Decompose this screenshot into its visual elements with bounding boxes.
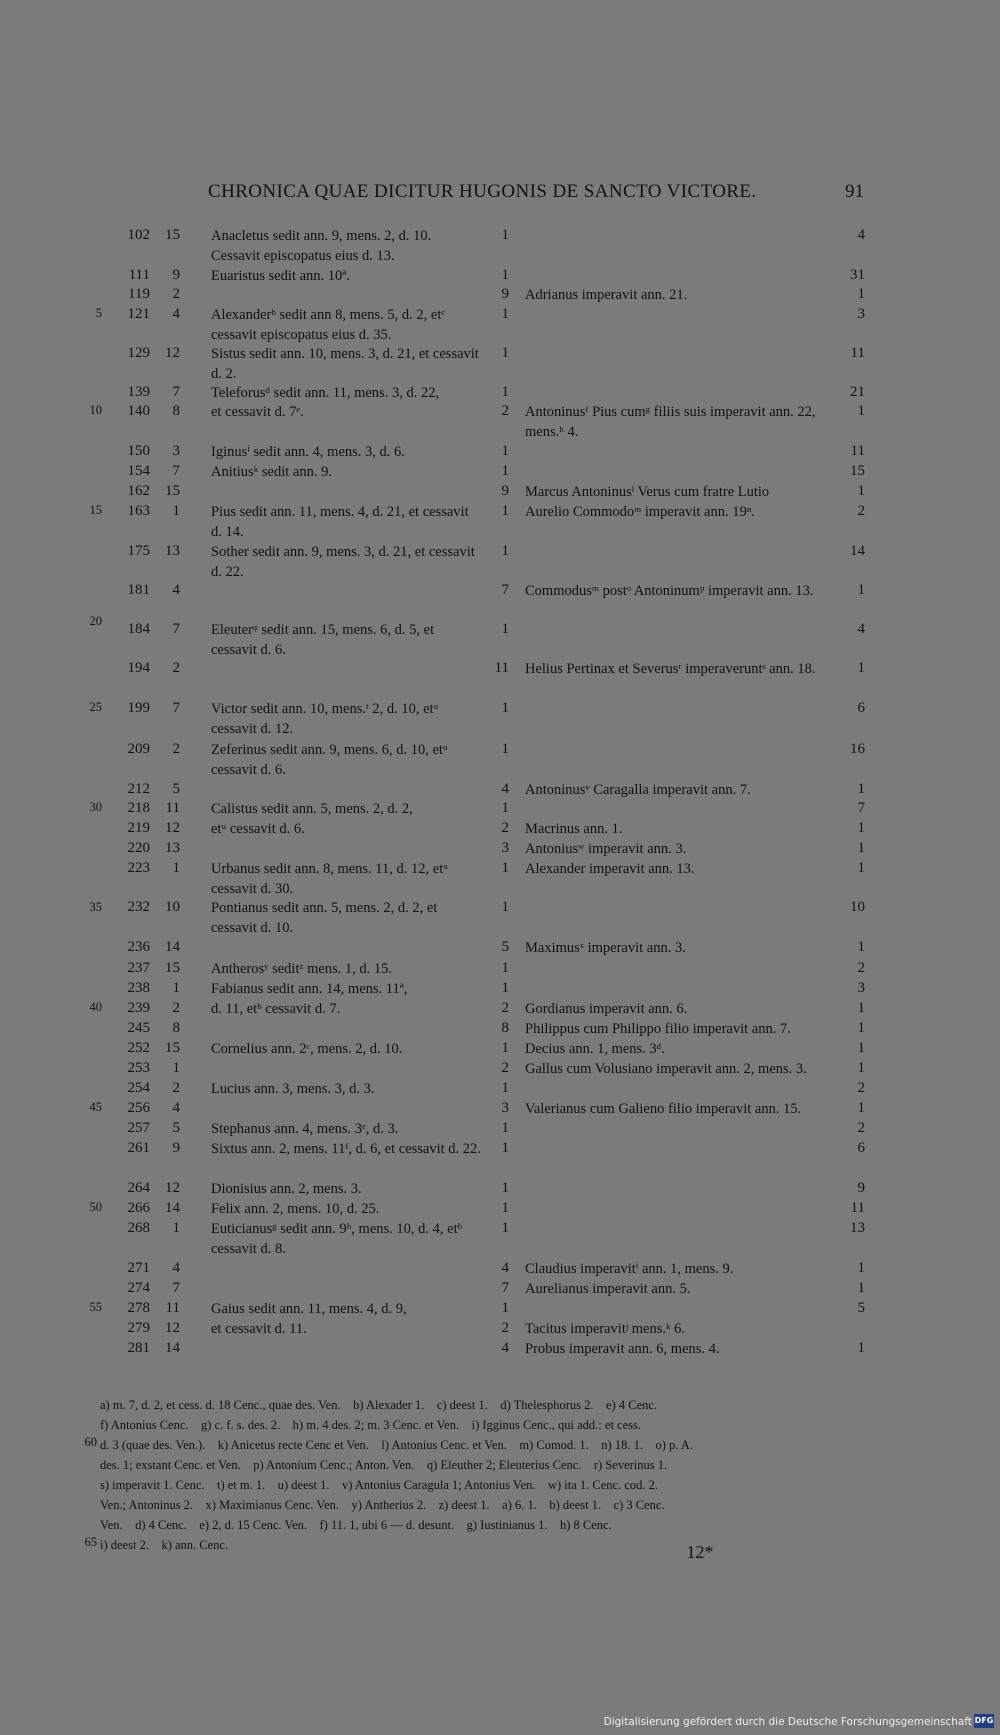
row-pope-text: Pius sedit ann. 11, mens. 4, d. 21, et cessavit d. 14.: [211, 504, 469, 540]
row-emperor-text: Decius ann. 1, mens. 3ᵈ.: [525, 1041, 665, 1057]
row-emperor-count: 10: [850, 899, 865, 915]
row-emperor-count: 11: [850, 345, 865, 361]
row-year: 163: [127, 503, 150, 519]
row-year: 199: [127, 700, 150, 716]
row-year: 256: [127, 1100, 150, 1116]
row-pope-count: 7: [501, 582, 509, 598]
row-emperor-text: Gallus cum Volusiano imperavit ann. 2, mens. 3.: [525, 1061, 807, 1077]
row-emperor-count: 1: [857, 860, 865, 876]
row-indiction: 7: [172, 700, 180, 716]
row-indiction: 15: [165, 483, 180, 499]
row-pope-count: 1: [501, 800, 509, 816]
footnote-line: Ven. d) 4 Cenc. e) 2, d. 15 Cenc. Ven. f) 11. 1, ubi 6 — d. desunt. g) Iustinianus 1. h) 8 Cenc.: [100, 1518, 612, 1532]
line-number: 25: [89, 700, 102, 714]
row-pope-count: 1: [501, 1140, 509, 1156]
row-indiction: 1: [172, 503, 180, 519]
row-pope-text: Pontianus sedit ann. 5, mens. 2, d. 2, et cessavit d. 10.: [211, 900, 438, 936]
row-pope-text: Sixtus ann. 2, mens. 11ᶠ, d. 6, et cessavit d. 22.: [211, 1141, 481, 1157]
line-number: 35: [89, 900, 102, 914]
row-indiction: 15: [165, 1040, 180, 1056]
line-number: 15: [89, 503, 102, 517]
row-pope-text: Anitiusᵏ sedit ann. 9.: [211, 464, 332, 480]
row-indiction: 2: [172, 660, 180, 676]
row-year: 223: [127, 860, 150, 876]
row-emperor-text: Alexander imperavit ann. 13.: [525, 861, 695, 877]
row-pope-count: 5: [501, 939, 509, 955]
row-emperor-count: 11: [850, 1200, 865, 1216]
row-pope-text: Alexanderᵇ sedit ann 8, mens. 5, d. 2, etᶜ cessavit episcopatus eius d. 35.: [211, 307, 446, 343]
row-indiction: 1: [172, 860, 180, 876]
row-year: 236: [127, 939, 150, 955]
row-pope-text: etᵘ cessavit d. 6.: [211, 821, 305, 837]
row-indiction: 11: [165, 800, 180, 816]
row-year: 162: [127, 483, 150, 499]
row-indiction: 12: [165, 1180, 180, 1196]
row-pope-text: et cessavit d. 11.: [211, 1321, 307, 1337]
row-year: 140: [127, 403, 150, 419]
row-emperor-count: 14: [850, 543, 865, 559]
row-emperor-count: 13: [850, 1220, 865, 1236]
row-pope-count: 1: [501, 860, 509, 876]
row-emperor-text: Helius Pertinax et Severusʳ imperaveruntˢ ann. 18.: [525, 661, 816, 677]
row-indiction: 9: [172, 1140, 180, 1156]
footnote-line: f) Antonius Cenc. g) c. f. s. des. 2. h) m. 4 des. 2; m. 3 Cenc. et Ven. i) Igginus Cenc., qui add.: et cess.: [100, 1418, 642, 1432]
row-emperor-count: 1: [857, 1040, 865, 1056]
row-indiction: 4: [172, 306, 180, 322]
row-year: 239: [127, 1000, 150, 1016]
row-pope-text: Eleuterᵠ sedit ann. 15, mens. 6, d. 5, et cessavit d. 6.: [211, 622, 435, 658]
row-pope-text: Zeferinus sedit ann. 9, mens. 6, d. 10, etᵘ cessavit d. 6.: [211, 742, 448, 778]
row-pope-count: 1: [501, 1220, 509, 1236]
row-pope-text: Gaius sedit ann. 11, mens. 4, d. 9,: [211, 1301, 407, 1317]
row-indiction: 14: [165, 1200, 180, 1216]
row-year: 271: [127, 1260, 150, 1276]
row-pope-text: Dionisius ann. 2, mens. 3.: [211, 1181, 362, 1197]
row-pope-count: 3: [501, 840, 509, 856]
row-pope-count: 9: [501, 286, 509, 302]
row-pope-count: 1: [501, 503, 509, 519]
row-pope-text: Calistus sedit ann. 5, mens. 2, d. 2,: [211, 801, 413, 817]
row-emperor-count: 2: [857, 960, 865, 976]
row-indiction: 2: [172, 286, 180, 302]
row-pope-count: 1: [501, 741, 509, 757]
row-year: 218: [127, 800, 150, 816]
row-year: 237: [127, 960, 150, 976]
row-year: 274: [127, 1280, 150, 1296]
row-indiction: 12: [165, 820, 180, 836]
row-pope-count: 4: [501, 1340, 509, 1356]
row-emperor-count: 15: [850, 463, 865, 479]
row-indiction: 1: [172, 1060, 180, 1076]
row-emperor-count: 1: [857, 1100, 865, 1116]
row-emperor-text: Antoninusᶠ Pius cumᵍ filiis suis imperavit ann. 22, mens.ʰ 4.: [525, 404, 816, 440]
row-emperor-count: 1: [857, 939, 865, 955]
row-emperor-count: 1: [857, 286, 865, 302]
row-pope-count: 8: [501, 1020, 509, 1036]
row-pope-text: Cornelius ann. 2ᶜ, mens. 2, d. 10.: [211, 1041, 403, 1057]
row-year: 184: [127, 621, 150, 637]
row-pope-count: 1: [501, 384, 509, 400]
row-year: 139: [127, 384, 150, 400]
row-year: 175: [127, 543, 150, 559]
row-pope-text: Euaristus sedit ann. 10ª.: [211, 268, 350, 284]
row-emperor-text: Macrinus ann. 1.: [525, 821, 623, 837]
row-emperor-count: 11: [850, 443, 865, 459]
row-pope-text: Stephanus ann. 4, mens. 3ᵉ, d. 3.: [211, 1121, 399, 1137]
row-indiction: 8: [172, 1020, 180, 1036]
row-indiction: 14: [165, 939, 180, 955]
row-emperor-text: Claudius imperavitⁱ ann. 1, mens. 9.: [525, 1261, 734, 1277]
row-pope-count: 11: [494, 660, 509, 676]
line-number: 20: [89, 614, 102, 628]
row-pope-count: 1: [501, 621, 509, 637]
row-year: 219: [127, 820, 150, 836]
row-pope-text: Teleforusᵈ sedit ann. 11, mens. 3, d. 22,: [211, 385, 440, 401]
row-pope-count: 1: [501, 700, 509, 716]
row-indiction: 15: [165, 227, 180, 243]
row-indiction: 13: [165, 840, 180, 856]
row-pope-count: 4: [501, 781, 509, 797]
row-year: 119: [128, 286, 150, 302]
row-pope-count: 1: [501, 443, 509, 459]
row-emperor-count: 16: [850, 741, 865, 757]
row-indiction: 2: [172, 1080, 180, 1096]
row-year: 209: [127, 741, 150, 757]
row-indiction: 3: [172, 443, 180, 459]
row-pope-text: Victor sedit ann. 10, mens.ᵗ 2, d. 10, etᵘ cessavit d. 12.: [211, 701, 439, 737]
row-pope-count: 2: [501, 820, 509, 836]
row-emperor-count: 1: [857, 820, 865, 836]
footnote-line: s) imperavit 1. Cenc. t) et m. 1. u) deest 1. v) Antonius Caragula 1; Antonius Ven. w) ita 1. Cenc. cod. 2.: [100, 1478, 659, 1492]
row-year: 266: [127, 1200, 150, 1216]
row-emperor-count: 1: [857, 483, 865, 499]
row-pope-text: Lucius ann. 3, mens. 3, d. 3.: [211, 1081, 375, 1097]
row-pope-count: 2: [501, 1320, 509, 1336]
row-indiction: 11: [165, 1300, 180, 1316]
row-indiction: 10: [165, 899, 180, 915]
row-emperor-text: Adrianus imperavit ann. 21.: [525, 287, 688, 303]
row-year: 212: [127, 781, 150, 797]
row-emperor-count: 4: [857, 621, 865, 637]
footnote-line: des. 1; exstant Cenc. et Ven. p) Antonium Cenc.; Anton. Ven. q) Eleuther 2; Eleuterius Cenc. r) Severinus 1.: [100, 1458, 668, 1472]
row-year: 150: [127, 443, 150, 459]
row-emperor-count: 3: [857, 306, 865, 322]
row-emperor-text: Maximusˣ imperavit ann. 3.: [525, 940, 686, 956]
row-year: 232: [127, 899, 150, 915]
row-emperor-count: 1: [857, 1020, 865, 1036]
row-indiction: 13: [165, 543, 180, 559]
row-emperor-count: 4: [857, 227, 865, 243]
row-emperor-count: 1: [857, 1280, 865, 1296]
line-number: 45: [89, 1100, 102, 1114]
footnote-line: d. 3 (quae des. Ven.). k) Anicetus recte Cenc et Ven. l) Antonius Cenc. et Ven. m) Comod. 1. n) 18. 1. o) p. A.: [100, 1438, 693, 1452]
row-indiction: 1: [172, 980, 180, 996]
row-pope-count: 1: [501, 543, 509, 559]
row-indiction: 7: [172, 384, 180, 400]
row-pope-count: 1: [501, 1180, 509, 1196]
row-indiction: 5: [172, 1120, 180, 1136]
row-indiction: 9: [172, 267, 180, 283]
row-pope-text: Fabianus sedit ann. 14, mens. 11ª,: [211, 981, 408, 997]
row-emperor-text: Aurelianus imperavit ann. 5.: [525, 1281, 691, 1297]
row-emperor-text: Antoniusʷ imperavit ann. 3.: [525, 841, 687, 857]
row-pope-text: Anacletus sedit ann. 9, mens. 2, d. 10. Cessavit episcopatus eius d. 13.: [211, 228, 432, 264]
row-emperor-count: 1: [857, 582, 865, 598]
row-indiction: 12: [165, 345, 180, 361]
row-indiction: 14: [165, 1340, 180, 1356]
line-number: 10: [89, 403, 102, 417]
row-emperor-count: 9: [857, 1180, 865, 1196]
row-pope-text: Sistus sedit ann. 10, mens. 3, d. 21, et cessavit d. 2.: [211, 346, 479, 382]
row-emperor-text: Gordianus imperavit ann. 6.: [525, 1001, 688, 1017]
row-indiction: 4: [172, 582, 180, 598]
row-pope-count: 1: [501, 1200, 509, 1216]
row-pope-count: 1: [501, 960, 509, 976]
row-indiction: 4: [172, 1260, 180, 1276]
row-year: 281: [127, 1340, 150, 1356]
row-indiction: 7: [172, 463, 180, 479]
row-year: 238: [127, 980, 150, 996]
row-indiction: 12: [165, 1320, 180, 1336]
row-year: 181: [127, 582, 150, 598]
row-pope-count: 1: [501, 1040, 509, 1056]
row-pope-text: Euticianusᵍ sedit ann. 9ʰ, mens. 10, d. 4, etᵇ cessavit d. 8.: [211, 1221, 463, 1257]
line-number: 5: [95, 306, 102, 320]
row-indiction: 4: [172, 1100, 180, 1116]
row-indiction: 5: [172, 781, 180, 797]
row-indiction: 15: [165, 960, 180, 976]
row-pope-count: 1: [501, 345, 509, 361]
footnote-line: a) m. 7, d. 2, et cess. d. 18 Cenc., quae des. Ven. b) Alexader 1. c) deest 1. d) Thelesphorus 2. e) 4 Cenc.: [100, 1398, 658, 1412]
row-year: 220: [127, 840, 150, 856]
row-year: 254: [127, 1080, 150, 1096]
row-emperor-count: 6: [857, 700, 865, 716]
row-year: 121: [127, 306, 150, 322]
row-pope-text: Urbanus sedit ann. 8, mens. 11, d. 12, etᵘ cessavit d. 30.: [211, 861, 448, 897]
row-emperor-count: 1: [857, 781, 865, 797]
row-indiction: 1: [172, 1220, 180, 1236]
row-indiction: 2: [172, 741, 180, 757]
line-number: 30: [89, 800, 102, 814]
row-emperor-count: 1: [857, 1060, 865, 1076]
row-year: 264: [127, 1180, 150, 1196]
row-emperor-count: 3: [857, 980, 865, 996]
row-pope-count: 2: [501, 403, 509, 419]
row-pope-text: Iginusⁱ sedit ann. 4, mens. 3, d. 6.: [211, 444, 405, 460]
row-pope-text: Felix ann. 2, mens. 10, d. 25.: [211, 1201, 380, 1217]
row-year: 252: [127, 1040, 150, 1056]
row-emperor-count: 2: [857, 1120, 865, 1136]
row-pope-count: 2: [501, 1000, 509, 1016]
row-pope-text: Antherosʸ seditᶻ mens. 1, d. 15.: [211, 961, 393, 977]
row-emperor-count: 31: [850, 267, 865, 283]
row-year: 194: [127, 660, 150, 676]
row-pope-count: 1: [501, 899, 509, 915]
row-year: 261: [127, 1140, 150, 1156]
digitization-note: Digitalisierung gefördert durch die Deutsche Forschungsgemeinschaft: [603, 1716, 972, 1728]
dfg-logo: DFG: [974, 1714, 994, 1728]
row-emperor-count: 2: [857, 503, 865, 519]
row-emperor-count: 21: [850, 384, 865, 400]
row-emperor-text: Marcus Antoninusˡ Verus cum fratre Lutio: [525, 484, 770, 500]
row-year: 279: [127, 1320, 150, 1336]
row-year: 102: [127, 227, 150, 243]
row-emperor-text: Philippus cum Philippo filio imperavit ann. 7.: [525, 1021, 791, 1037]
row-emperor-count: 7: [857, 800, 865, 816]
row-pope-count: 3: [501, 1100, 509, 1116]
row-year: 253: [127, 1060, 150, 1076]
line-number: 50: [89, 1200, 102, 1214]
row-indiction: 8: [172, 403, 180, 419]
row-indiction: 7: [172, 1280, 180, 1296]
row-emperor-count: 1: [857, 1260, 865, 1276]
row-emperor-count: 1: [857, 660, 865, 676]
row-emperor-count: 5: [857, 1300, 865, 1316]
row-pope-text: et cessavit d. 7ᵉ.: [211, 404, 304, 420]
row-indiction: 7: [172, 621, 180, 637]
row-emperor-count: 2: [857, 1080, 865, 1096]
signature-mark: 12*: [686, 1542, 714, 1562]
row-emperor-text: Antoninusᵛ Caragalla imperavit ann. 7.: [525, 782, 751, 798]
row-pope-count: 9: [501, 483, 509, 499]
row-year: 111: [128, 267, 150, 283]
footnote-line: i) deest 2. k) ann. Cenc.: [100, 1538, 229, 1552]
row-year: 245: [127, 1020, 150, 1036]
row-pope-count: 4: [501, 1260, 509, 1276]
row-emperor-count: 1: [857, 840, 865, 856]
row-pope-count: 1: [501, 980, 509, 996]
row-pope-text: Sother sedit ann. 9, mens. 3, d. 21, et cessavit d. 22.: [211, 544, 475, 580]
row-emperor-text: Probus imperavit ann. 6, mens. 4.: [525, 1341, 720, 1357]
row-emperor-text: Tacitus imperavitʲ mens.ᵏ 6.: [525, 1321, 686, 1337]
row-year: 278: [127, 1300, 150, 1316]
row-emperor-count: 6: [857, 1140, 865, 1156]
row-emperor-count: 1: [857, 1340, 865, 1356]
row-pope-text: d. 11, etᵇ cessavit d. 7.: [211, 1001, 341, 1017]
running-title: CHRONICA QUAE DICITUR HUGONIS DE SANCTO VICTORE.: [208, 181, 757, 202]
row-year: 154: [127, 463, 150, 479]
row-pope-count: 1: [501, 306, 509, 322]
row-year: 129: [127, 345, 150, 361]
row-pope-count: 1: [501, 1080, 509, 1096]
page-number: 91: [845, 181, 864, 202]
row-pope-count: 1: [501, 267, 509, 283]
footnote-line: Ven.; Antoninus 2. x) Maximianus Cenc. Ven. y) Antherius 2. z) deest 1. a) 6. 1. b) deest 1. c) 3 Cenc.: [100, 1498, 665, 1512]
row-emperor-count: 1: [857, 1000, 865, 1016]
row-year: 257: [127, 1120, 150, 1136]
line-number: 55: [89, 1300, 102, 1314]
row-emperor-text: Aurelio Commodoᵐ imperavit ann. 19ⁿ.: [525, 504, 755, 520]
row-pope-count: 7: [501, 1280, 509, 1296]
row-year: 268: [127, 1220, 150, 1236]
row-indiction: 2: [172, 1000, 180, 1016]
row-pope-count: 1: [501, 227, 509, 243]
row-pope-count: 1: [501, 463, 509, 479]
row-emperor-count: 1: [857, 403, 865, 419]
line-number: 40: [89, 1000, 102, 1014]
row-pope-count: 1: [501, 1120, 509, 1136]
row-emperor-text: Commodusᵐ postᵒ Antoninumᵖ imperavit ann. 13.: [525, 583, 814, 599]
row-emperor-text: Valerianus cum Galieno filio imperavit ann. 15.: [525, 1101, 802, 1117]
row-pope-count: 2: [501, 1060, 509, 1076]
footnote-line-number: 65: [84, 1535, 97, 1549]
row-pope-count: 1: [501, 1300, 509, 1316]
footnote-line-number: 60: [84, 1435, 97, 1449]
